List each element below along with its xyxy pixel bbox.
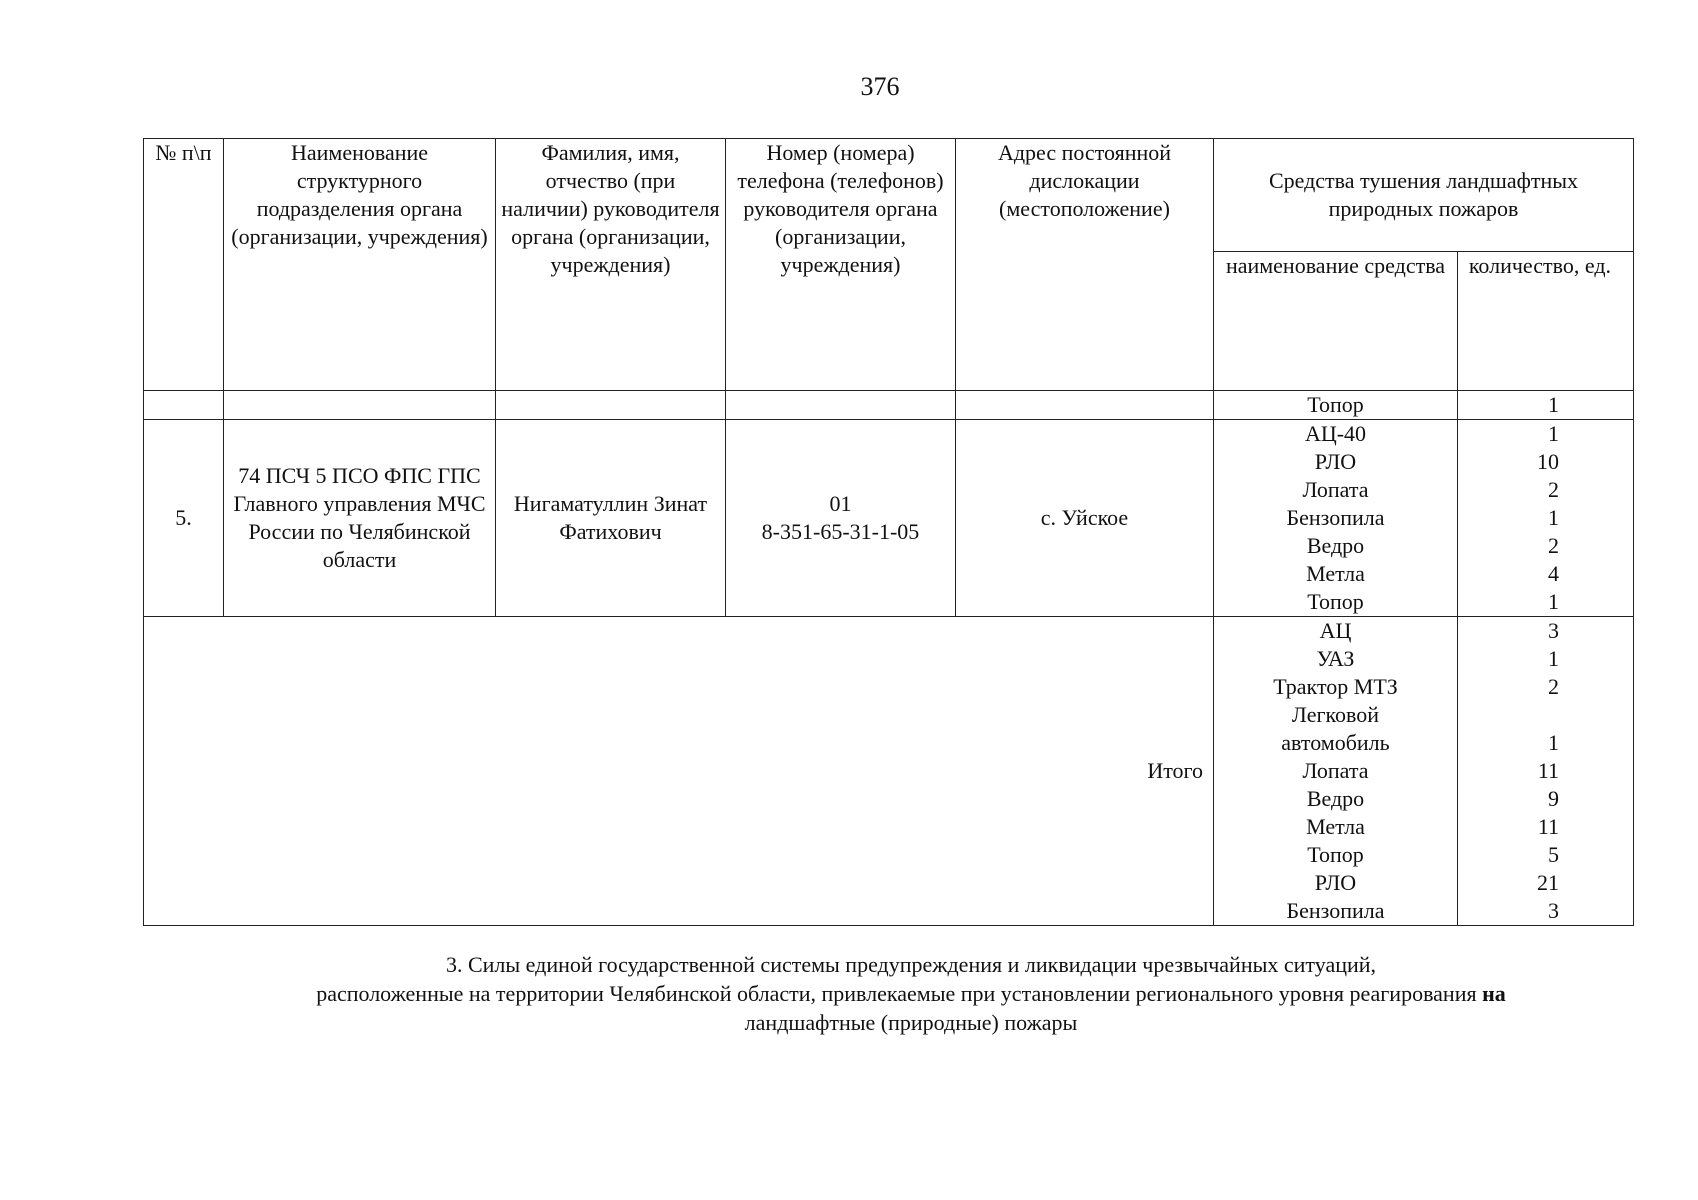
total-means-names bbox=[1214, 617, 1458, 926]
caption-line-2-text: расположенные на территории Челябинской области, привлекаемые при установлении регионального уровня реагирования bbox=[316, 981, 1483, 1006]
means-name: Топор bbox=[1307, 589, 1364, 614]
total-label: Итого bbox=[144, 617, 1214, 926]
total-means-name: Трактор МТЗ bbox=[1273, 674, 1398, 699]
total-row bbox=[144, 617, 1634, 926]
means-name: Бензопила bbox=[1286, 505, 1385, 530]
header-phone: Номер (номера) телефона (телефонов) руководителя органа (организации, учреждения) bbox=[726, 139, 956, 391]
total-means-qty bbox=[1458, 701, 1633, 729]
header-means-group: Средства тушения ландшафтных природных пожаров bbox=[1214, 139, 1634, 252]
total-means-qtys bbox=[1458, 617, 1634, 926]
means-name: АЦ-40 bbox=[1304, 421, 1367, 446]
total-means-name: Метла bbox=[1306, 814, 1365, 839]
header-address: Адрес постоянной дислокации (местоположение) bbox=[956, 139, 1214, 391]
carry-means-name: Топор bbox=[1214, 391, 1458, 420]
phone-line-2: 8-351-65-31-1-05 bbox=[761, 519, 920, 544]
means-name: Лопата bbox=[1302, 477, 1369, 502]
carry-over-row bbox=[144, 391, 1634, 420]
row-phone bbox=[726, 420, 956, 617]
row-means-names bbox=[1214, 420, 1458, 617]
phone-line-1: 01 bbox=[829, 491, 852, 516]
total-means-name: автомобиль bbox=[1281, 730, 1390, 755]
row-org-name: 74 ПСЧ 5 ПСО ФПС ГПС Главного управления МЧС России по Челябинской области bbox=[224, 420, 496, 617]
carry-empty-cell bbox=[496, 391, 726, 420]
total-means-name: Топор bbox=[1307, 842, 1364, 867]
total-means-qty: 5 bbox=[1548, 842, 1560, 867]
means-qty: 2 bbox=[1548, 533, 1560, 558]
total-means-name: Лопата bbox=[1302, 758, 1369, 783]
total-means-qty: 11 bbox=[1537, 758, 1560, 783]
carry-empty-cell bbox=[224, 391, 496, 420]
total-means-qty: 3 bbox=[1548, 898, 1560, 923]
caption-line-2-bold: на bbox=[1482, 981, 1506, 1006]
caption-line-3: ландшафтные (природные) пожары bbox=[744, 1010, 1078, 1035]
row-means-qtys bbox=[1458, 420, 1634, 617]
forces-table bbox=[143, 138, 1634, 926]
total-means-qty: 3 bbox=[1548, 618, 1560, 643]
total-means-qty: 1 bbox=[1548, 646, 1560, 671]
total-means-name: РЛО bbox=[1314, 870, 1357, 895]
means-name: Ведро bbox=[1306, 533, 1365, 558]
total-means-qty: 21 bbox=[1537, 870, 1560, 895]
total-means-name: Бензопила bbox=[1286, 898, 1385, 923]
means-qty: 4 bbox=[1548, 561, 1560, 586]
means-qty: 1 bbox=[1548, 421, 1560, 446]
total-means-qty: 9 bbox=[1548, 786, 1560, 811]
carry-empty-cell bbox=[144, 391, 224, 420]
header-head-name: Фамилия, имя, отчество (при наличии) руководителя органа (организации, учреждения) bbox=[496, 139, 726, 391]
header-row bbox=[144, 139, 1634, 252]
page-number: 376 bbox=[860, 72, 900, 101]
row-address: с. Уйское bbox=[956, 420, 1214, 617]
table-row bbox=[144, 420, 1634, 617]
means-qty: 10 bbox=[1537, 449, 1560, 474]
row-head-name: Нигаматуллин Зинат Фатихович bbox=[496, 420, 726, 617]
means-qty: 1 bbox=[1548, 505, 1560, 530]
total-means-qty: 2 bbox=[1548, 674, 1560, 699]
caption-line-2 bbox=[0, 979, 1698, 1008]
carry-means-qty: 1 bbox=[1458, 391, 1634, 420]
header-means-qty: количество, ед. bbox=[1458, 252, 1634, 391]
total-means-qty: 11 bbox=[1537, 814, 1560, 839]
carry-empty-cell bbox=[726, 391, 956, 420]
means-name: Метла bbox=[1306, 561, 1365, 586]
means-name: РЛО bbox=[1314, 449, 1357, 474]
caption-line-1: 3. Силы единой государственной системы предупреждения и ликвидации чрезвычайных ситуаций, bbox=[445, 952, 1377, 977]
section-caption bbox=[0, 950, 1698, 1037]
means-qty: 2 bbox=[1548, 477, 1560, 502]
means-qty: 1 bbox=[1548, 589, 1560, 614]
header-means-name: наименование средства bbox=[1214, 252, 1458, 391]
total-means-name: Легковой bbox=[1291, 702, 1380, 727]
total-means-qty: 1 bbox=[1548, 730, 1560, 755]
header-org-name: Наименование структурного подразделения органа (организации, учреждения) bbox=[224, 139, 496, 391]
carry-empty-cell bbox=[956, 391, 1214, 420]
total-means-name: Ведро bbox=[1306, 786, 1365, 811]
total-means-name: УАЗ bbox=[1316, 646, 1355, 671]
total-means-name: АЦ bbox=[1319, 618, 1352, 643]
header-num: № п\п bbox=[144, 139, 224, 391]
row-num: 5. bbox=[144, 420, 224, 617]
